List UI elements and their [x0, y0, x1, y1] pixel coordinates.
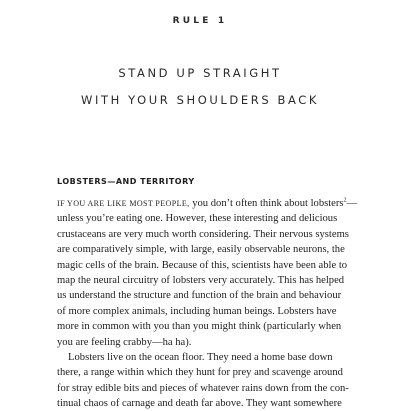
- paragraph-1-line-1: [57, 196, 357, 211]
- paragraph-2-line-4: tinual chaos of carnage and death far above. They want somewhere: [57, 398, 342, 410]
- chapter-title-line-1: STAND UP STRAIGHT: [118, 66, 282, 80]
- paragraph-1-line-7: us understand the structure and function of the brain and behaviour: [57, 290, 342, 302]
- paragraph-1-line-5: magic cells of the brain. Because of this, scientists have been able to: [57, 259, 348, 271]
- footnote-marker[interactable]: 2: [343, 197, 347, 204]
- line-text: —: [346, 198, 358, 209]
- body-text: [57, 196, 357, 411]
- paragraph-1-line-8: of more complex animals, including human beings. Lobsters have: [57, 305, 337, 317]
- paragraph-2-line-1: Lobsters live on the ocean floor. They need a home base down: [68, 351, 333, 363]
- paragraph-2-line-3: for stray edible bits and pieces of whatever rains down from the con-: [57, 382, 349, 394]
- paragraph-1-line-6: map the neural circuitry of lobsters very accurately. This has helped: [57, 274, 345, 286]
- paragraph-1-line-2: unless you’re eating one. However, these interesting and delicious: [57, 213, 338, 225]
- paragraph-1-line-9: more in common with you than you might think (particularly when: [57, 321, 342, 333]
- opening-smallcaps: IF YOU ARE LIKE MOST PEOPLE,: [57, 199, 190, 208]
- rule-number-label: RULE 1: [172, 16, 228, 26]
- paragraph-1-line-10: you are feeling crabby—ha ha).: [57, 336, 192, 348]
- line-text: you don’t often think about lobsters: [189, 198, 344, 209]
- section-heading: LOBSTERS—AND TERRITORY: [57, 177, 195, 186]
- paragraph-1-line-4: are comparatively simple, with large, easily observable neurons, the: [57, 244, 345, 256]
- chapter-title-line-2: WITH YOUR SHOULDERS BACK: [80, 93, 320, 107]
- paragraph-2-line-2: there, a range within which they hunt for prey and scavenge around: [57, 367, 343, 379]
- paragraph-1-line-3: crustaceans are very much worth considering. Their nervous systems: [57, 228, 349, 240]
